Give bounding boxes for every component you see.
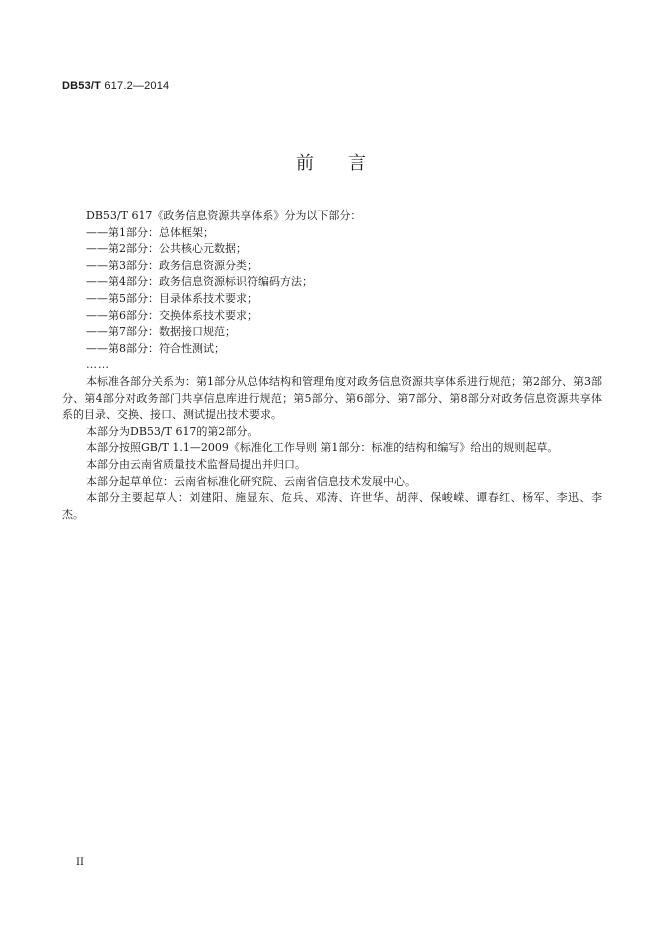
relationship-paragraph: 本标准各部分关系为：第1部分从总体结构和管理角度对政务信息资源共享体系进行规范；第2部分、第3部分、第4部分对政务部门共享信息库进行规范；第5部分、第6部分、第7部分、第8部分对政务信息资源共享体系的目录、交换、接口、测试提出技术要求。 — [62, 374, 602, 422]
foreword-body — [62, 208, 602, 523]
part-item: ——第1部分：总体框架； — [86, 225, 214, 239]
part-item: ——第5部分：目录体系技术要求； — [86, 291, 258, 305]
part-item: ——第7部分：数据接口规范； — [86, 325, 236, 339]
drafters-statement: 本部分主要起草人：刘建阳、施显东、危兵、邓涛、许世华、胡萍、保峻嵘、谭春红、杨军、李迅、李杰。 — [62, 491, 602, 521]
part-statement: 本部分为DB53/T 617的第2部分。 — [86, 424, 259, 438]
part-item: ——第4部分：政务信息资源标识符编码方法； — [86, 275, 313, 289]
title-char-1: 前 — [296, 153, 314, 174]
document-code-prefix: DB53/T — [62, 80, 102, 92]
document-code — [62, 80, 169, 92]
document-code-number: 617.2—2014 — [101, 80, 170, 92]
drafting-rules-statement: 本部分按照GB/T 1.1—2009《标准化工作导则 第1部分：标准的结构和编写》给出的规则起草。 — [86, 441, 559, 455]
intro-line: DB53/T 617《政务信息资源共享体系》分为以下部分： — [86, 209, 362, 222]
part-item: ——第3部分：政务信息资源分类； — [86, 258, 258, 272]
part-item: ——第8部分：符合性测试； — [86, 341, 225, 355]
page-title — [0, 149, 662, 175]
part-item: ——第2部分：公共核心元数据； — [86, 242, 247, 256]
ellipsis: …… — [86, 358, 110, 372]
page-number: II — [76, 857, 84, 868]
drafting-units-statement: 本部分起草单位：云南省标准化研究院、云南省信息技术发展中心。 — [86, 474, 416, 488]
title-char-2: 言 — [348, 153, 366, 174]
proposer-statement: 本部分由云南省质量技术监督局提出并归口。 — [86, 457, 306, 471]
part-item: ——第6部分：交换体系技术要求； — [86, 308, 258, 322]
